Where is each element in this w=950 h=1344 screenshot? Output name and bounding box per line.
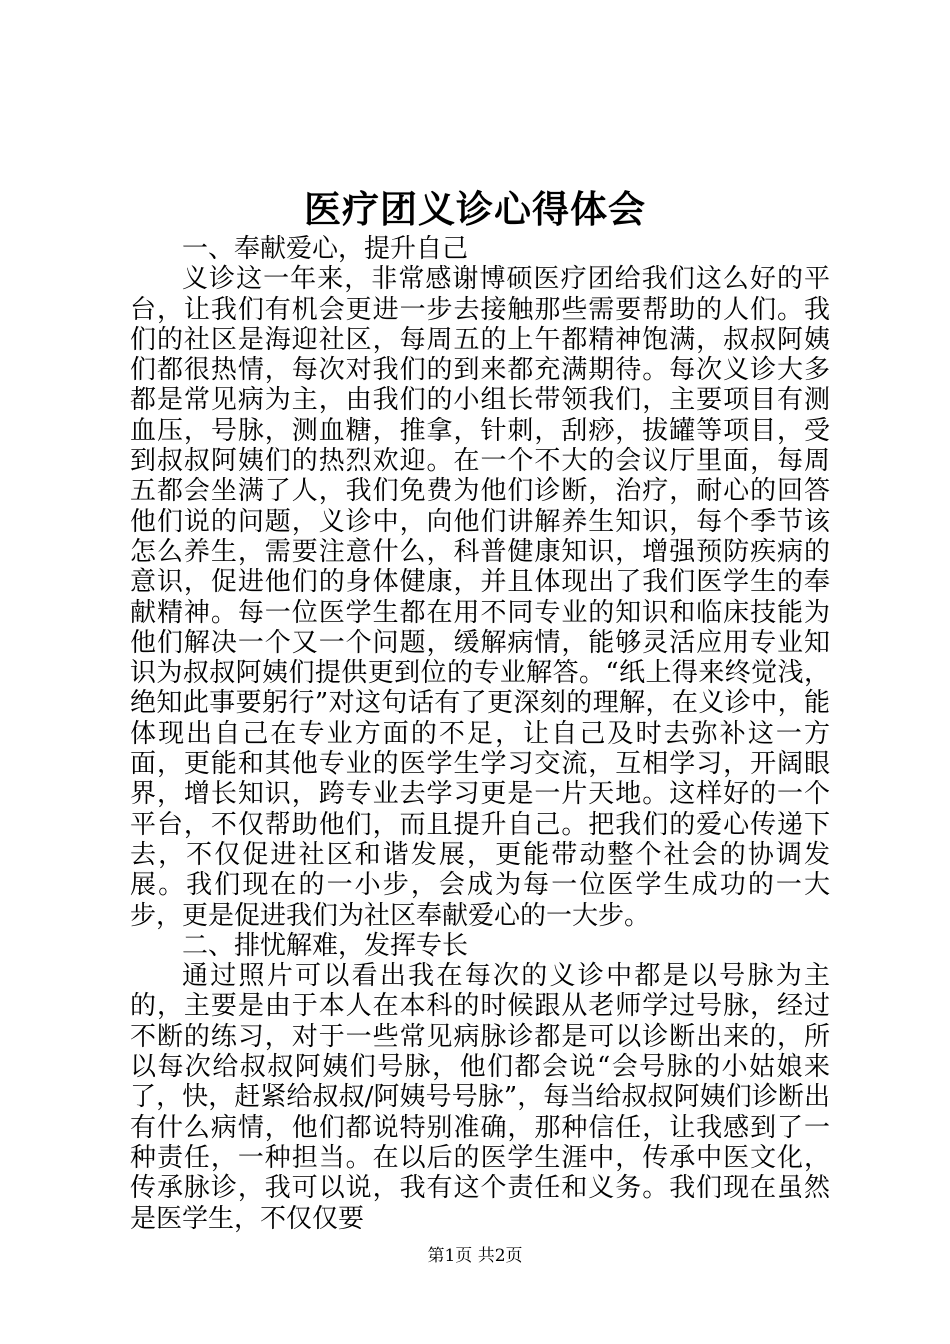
section-paragraph-2: 通过照片可以看出我在每次的义诊中都是以号脉为主的，主要是由于本人在本科的时候跟从老师学过号脉，经过不断的练习，对于一些常见病脉诊都是可以诊断出来的，所以每次给叔叔阿姨们号脉，他们都会说“会号脉的小姑娘来了，快，赶紧给叔叔/阿姨号号脉”，每当给叔叔阿姨们诊断出有什么病情，他们都说特别准确，那种信任，让我感到了一种责任，一种担当。在以后的医学生涯中，传承中医文化，传承脉诊，我可以说，我有这个责任和义务。我们现在虽然是医学生，不仅仅要 (130, 961, 830, 1234)
section-heading-2: 二、排忧解难，发挥专长 (182, 930, 469, 961)
section-paragraph-1: 义诊这一年来，非常感谢博硕医疗团给我们这么好的平台，让我们有机会更进一步去接触那些需要帮助的人们。我们的社区是海迎社区，每周五的上午都精神饱满，叔叔阿姨们都很热情，每次对我们的到来都充满期待。每次义诊大多都是常见病为主，由我们的小组长带领我们，主要项目有测血压，号脉，测血糖，推拿，针刺，刮痧，拔罐等项目，受到叔叔阿姨们的热烈欢迎。在一个不大的会议厅里面，每周五都会坐满了人，我们免费为他们诊断，治疗，耐心的回答他们说的问题，义诊中，向他们讲解养生知识，每个季节该怎么养生，需要注意什么，科普健康知识，增强预防疾病的意识，促进他们的身体健康，并且体现出了我们医学生的奉献精神。每一位医学生都在用不同专业的知识和临床技能为他们解决一个又一个问题，缓解病情，能够灵活应用专业知识为叔叔阿姨们提供更到位的专业解答。“纸上得来终觉浅，绝知此事要躬行”对这句话有了更深刻的理解，在义诊中，能体现出自己在专业方面的不足，让自己及时去弥补这一方面，更能和其他专业的医学生学习交流，互相学习，开阔眼界，增长知识，跨专业去学习更是一片天地。这样好的一个平台，不仅帮助他们，而且提升自己。把我们的爱心传递下去，不仅促进社区和谐发展，更能带动整个社会的协调发展。我们现在的一小步，会成为每一位医学生成功的一大步，更是促进我们为社区奉献爱心的一大步。 (130, 264, 830, 931)
document-title: 医疗团义诊心得体会 (304, 187, 646, 231)
document-body (130, 234, 830, 1234)
section-heading-1: 一、奉献爱心，提升自己 (182, 234, 469, 264)
page-footer: 第1页 共2页 (427, 1246, 523, 1266)
